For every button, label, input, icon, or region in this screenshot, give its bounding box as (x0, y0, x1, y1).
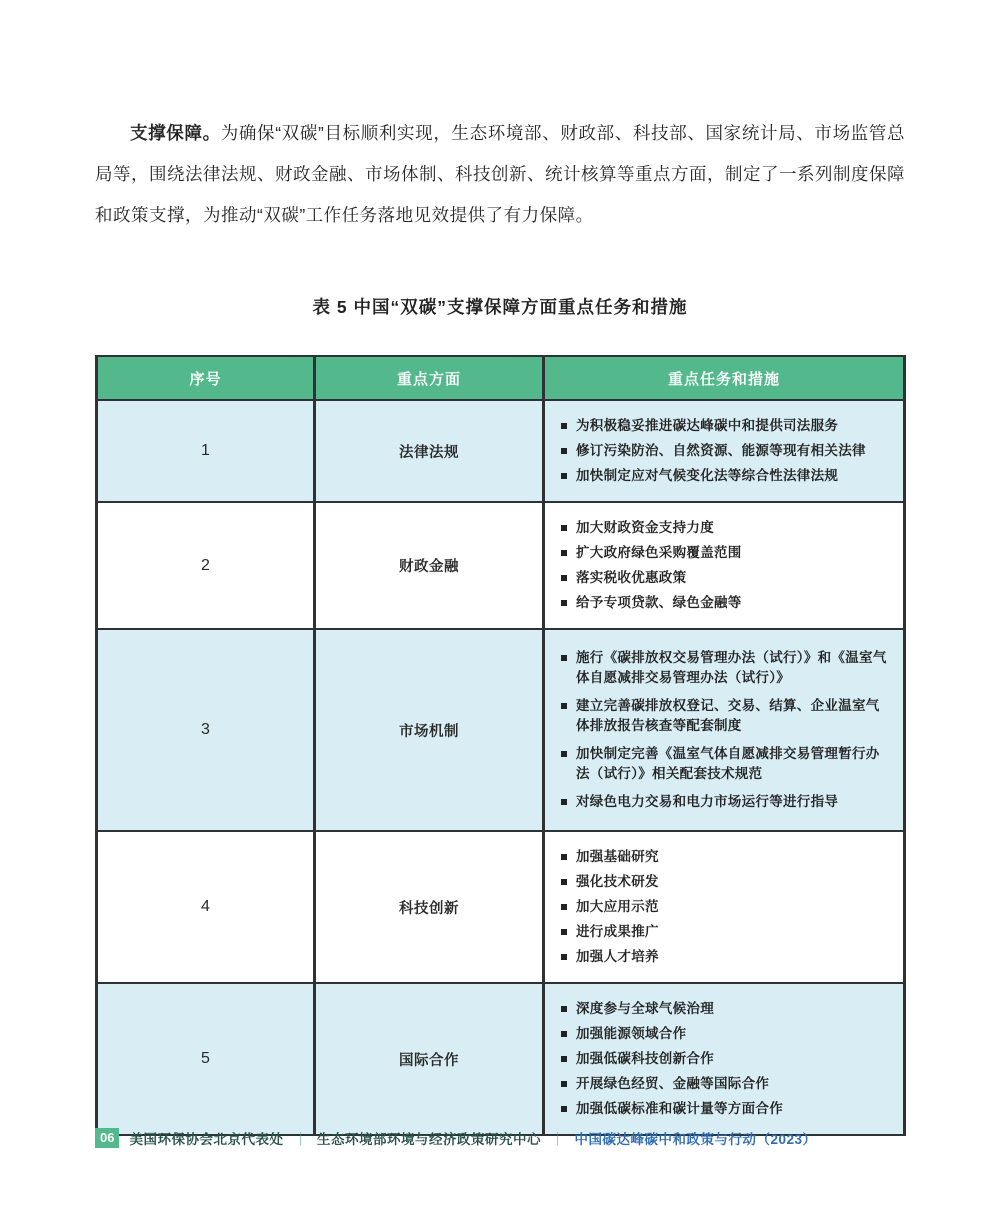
page-number-badge: 06 (95, 1128, 119, 1148)
row-tasks (544, 983, 905, 1135)
square-bullet-icon (561, 751, 567, 757)
square-bullet-icon (561, 1031, 567, 1037)
task-text: 开展绿色经贸、金融等国际合作 (576, 1076, 770, 1091)
row-number: 1 (97, 400, 315, 502)
square-bullet-icon (561, 655, 567, 661)
task-text: 加大财政资金支持力度 (576, 520, 714, 535)
task-text: 落实税收优惠政策 (576, 570, 687, 585)
footer-doc-title: 中国碳达峰碳中和政策与行动（2023） (574, 1132, 817, 1147)
task-text: 加强人才培养 (576, 949, 659, 964)
square-bullet-icon (561, 703, 567, 709)
header-cell-no: 序号 (97, 356, 315, 400)
task-item (561, 897, 893, 917)
task-item (561, 1049, 893, 1069)
task-text: 建立完善碳排放权登记、交易、结算、企业温室气体排放报告核查等配套制度 (576, 698, 880, 733)
task-text: 施行《碳排放权交易管理办法（试行）》和《温室气体自愿减排交易管理办法（试行）》 (576, 650, 887, 685)
row-area: 科技创新 (315, 831, 544, 983)
row-tasks (544, 502, 905, 629)
square-bullet-icon (561, 1056, 567, 1062)
square-bullet-icon (561, 954, 567, 960)
task-item (561, 518, 893, 538)
task-text: 加强低碳标准和碳计量等方面合作 (576, 1101, 783, 1116)
task-item (561, 1099, 893, 1119)
task-item (561, 1074, 893, 1094)
task-item (561, 947, 893, 967)
intro-body: 为确保“双碳”目标顺利实现，生态环境部、财政部、科技部、国家统计局、市场监管总局等，围绕法律法规、财政金融、市场体制、科技创新、统计核算等重点方面，制定了一系列制度保障和政策支撑，为推动“双碳”工作任务落地见效提供了有力保障。 (95, 123, 906, 225)
square-bullet-icon (561, 854, 567, 860)
square-bullet-icon (561, 799, 567, 805)
square-bullet-icon (561, 423, 567, 429)
task-item (561, 792, 893, 812)
task-text: 加强能源领域合作 (576, 1026, 687, 1041)
support-measures-table (95, 355, 906, 1136)
task-item (561, 999, 893, 1019)
table-row (97, 983, 905, 1135)
task-text: 加强低碳科技创新合作 (576, 1051, 714, 1066)
row-area: 法律法规 (315, 400, 544, 502)
task-text: 修订污染防治、自然资源、能源等现有相关法律 (576, 443, 866, 458)
task-item (561, 466, 893, 486)
row-area: 国际合作 (315, 983, 544, 1135)
page-footer (95, 1128, 817, 1148)
row-area: 财政金融 (315, 502, 544, 629)
table-header-row (97, 356, 905, 400)
task-item (561, 568, 893, 588)
row-number: 5 (97, 983, 315, 1135)
task-text: 加强基础研究 (576, 849, 659, 864)
row-number: 4 (97, 831, 315, 983)
task-item (561, 593, 893, 613)
table-row (97, 400, 905, 502)
square-bullet-icon (561, 525, 567, 531)
table-title: 表 5 中国“双碳”支撑保障方面重点任务和措施 (312, 297, 688, 317)
square-bullet-icon (561, 473, 567, 479)
task-item (561, 1024, 893, 1044)
task-item (561, 696, 893, 736)
task-text: 给予专项贷款、绿色金融等 (576, 595, 742, 610)
square-bullet-icon (561, 1006, 567, 1012)
task-item (561, 847, 893, 867)
task-text: 加快制定应对气候变化法等综合性法律法规 (576, 468, 839, 483)
header-cell-area: 重点方面 (315, 356, 544, 400)
task-item (561, 744, 893, 784)
square-bullet-icon (561, 904, 567, 910)
square-bullet-icon (561, 550, 567, 556)
task-item (561, 872, 893, 892)
square-bullet-icon (561, 1081, 567, 1087)
page-content (95, 0, 905, 1136)
row-tasks (544, 629, 905, 831)
table-row (97, 502, 905, 629)
footer-separator: ｜ (550, 1132, 565, 1147)
intro-lead: 支撑保障。 (130, 123, 221, 143)
task-item (561, 922, 893, 942)
task-item (561, 543, 893, 563)
footer-org-2: 生态环境部环境与经济政策研究中心 (316, 1132, 541, 1147)
task-item (561, 416, 893, 436)
task-text: 为积极稳妥推进碳达峰碳中和提供司法服务 (576, 418, 839, 433)
row-tasks (544, 831, 905, 983)
table-row (97, 831, 905, 983)
square-bullet-icon (561, 600, 567, 606)
task-text: 加快制定完善《温室气体自愿减排交易管理暂行办法（试行）》相关配套技术规范 (576, 746, 880, 781)
row-tasks (544, 400, 905, 502)
task-text: 加大应用示范 (576, 899, 659, 914)
square-bullet-icon (561, 1106, 567, 1112)
footer-org-1: 美国环保协会北京代表处 (129, 1132, 284, 1147)
task-text: 进行成果推广 (576, 924, 659, 939)
intro-paragraph (95, 113, 905, 236)
row-number: 2 (97, 502, 315, 629)
task-item (561, 441, 893, 461)
task-text: 对绿色电力交易和电力市场运行等进行指导 (576, 794, 839, 809)
table-row (97, 629, 905, 831)
row-number: 3 (97, 629, 315, 831)
square-bullet-icon (561, 929, 567, 935)
task-text: 深度参与全球气候治理 (576, 1001, 714, 1016)
square-bullet-icon (561, 879, 567, 885)
footer-separator: ｜ (293, 1132, 307, 1147)
task-text: 扩大政府绿色采购覆盖范围 (576, 545, 742, 560)
task-text: 强化技术研发 (576, 874, 659, 889)
square-bullet-icon (561, 575, 567, 581)
task-item (561, 648, 893, 688)
header-cell-tasks: 重点任务和措施 (544, 356, 905, 400)
square-bullet-icon (561, 448, 567, 454)
row-area: 市场机制 (315, 629, 544, 831)
